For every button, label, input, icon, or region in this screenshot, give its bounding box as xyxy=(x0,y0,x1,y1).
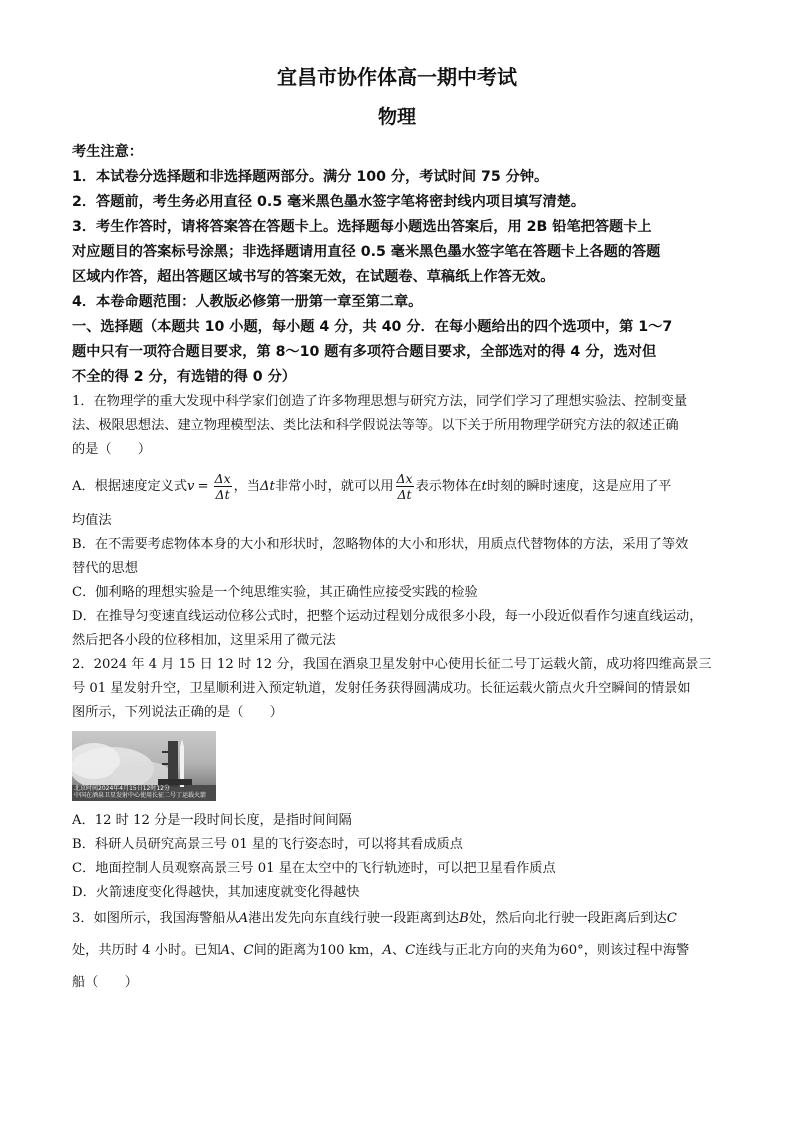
option-b: B．科研人员研究高景三号 01 星的飞行姿态时，可以将其看成质点 xyxy=(72,837,463,852)
option-text: 非常小时，就可以用 xyxy=(274,478,394,494)
question-stem-line: 船（ ） xyxy=(72,975,138,990)
option-a xyxy=(72,472,722,501)
notice-item: 1．本试卷分选择题和非选择题两部分。满分 100 分，考试时间 75 分钟。 xyxy=(72,169,549,185)
math-var: v xyxy=(187,478,195,494)
option-d-cont: 然后把各小段的位移相加，这里采用了微元法 xyxy=(72,633,336,648)
option-a: A．12 时 12 分是一段时间长度，是指时间间隔 xyxy=(72,813,352,828)
section-line: 题中只有一项符合题目要求，第 8～10 题有多项符合题目要求，全部选对的得 4 分，选对但 xyxy=(72,344,657,360)
notice-block xyxy=(72,140,722,315)
question-stem-line: 号 01 星发射升空，卫星顺利进入预定轨道，发射任务获得圆满成功。长征运载火箭点火升空瞬间的情景如 xyxy=(72,681,691,696)
math-value: 100 km xyxy=(319,943,370,958)
option-text: A．根据速度定义式 xyxy=(72,478,188,494)
exam-page xyxy=(72,64,722,995)
math-eq: = xyxy=(197,478,209,494)
notice-item: 对应题目的答案标号涂黑；非选择题请用直径 0.5 毫米黑色墨水签字笔在答题卡上各题的答题 xyxy=(72,244,661,260)
option-text: ，当 xyxy=(233,478,260,494)
section-line: 一、选择题（本题共 10 小题，每小题 4 分，共 40 分．在每小题给出的四个选项中，第 1～7 xyxy=(72,319,673,335)
photo-caption-line: 中国在酒泉卫星发射中心使用长征二号丁运载火箭 xyxy=(74,792,207,799)
rocket-launch-photo xyxy=(72,731,216,801)
section-line: 不全的得 2 分，有选错的得 0 分） xyxy=(72,369,296,385)
question-stem-line: 2．2024 年 4 月 15 日 12 时 12 分，我国在酒泉卫星发射中心使用长征二号丁运载火箭，成功将四维高景三 xyxy=(72,657,712,672)
option-text: 时刻的瞬时速度，这是应用了平 xyxy=(486,478,672,494)
option-c: C．伽利略的理想实验是一个纯思维实验，其正确性应接受实践的检验 xyxy=(72,585,478,600)
question-stem-line: 的是（ ） xyxy=(72,442,152,457)
math-var: t xyxy=(481,478,487,494)
fraction-denominator: Δt xyxy=(215,487,230,502)
photo-caption-line: 北京时间2024年4月15日12时12分 xyxy=(74,785,170,792)
fraction-numerator: Δx xyxy=(396,471,413,486)
question-stem-line: 1．在物理学的重大发现中科学家们创造了许多物理思想与研究方法，同学们学习了理想实验法、控制变量 xyxy=(72,394,688,409)
notice-item: 2．答题前，考生务必用直径 0.5 毫米黑色墨水签字笔将密封线内项目填写清楚。 xyxy=(72,194,586,210)
exam-subject: 物理 xyxy=(377,106,416,128)
fraction xyxy=(214,472,232,501)
option-b: B．在不需要考虑物体本身的大小和形状时，忽略物体的大小和形状，用质点代替物体的方法，采用了等效 xyxy=(72,537,689,552)
math-value: 60° xyxy=(560,943,584,958)
option-text: 表示物体在 xyxy=(415,478,482,494)
notice-heading: 考生注意： xyxy=(72,144,143,160)
option-a-cont: 均值法 xyxy=(72,513,112,528)
stem-text: 、 xyxy=(230,943,244,958)
option-c: C．地面控制人员观察高景三号 01 星在太空中的飞行轨迹时，可以把卫星看作质点 xyxy=(72,861,556,876)
math-var: Δt xyxy=(260,478,275,494)
photo-caption xyxy=(74,785,206,799)
question-stem-line: 图所示，下列说法正确的是（ ） xyxy=(72,705,283,720)
math-var: A xyxy=(220,943,231,958)
fraction xyxy=(396,472,414,501)
math-var: C xyxy=(405,943,416,958)
stem-text: 处，共历时 4 小时。已知 xyxy=(72,943,221,958)
stem-text: 港出发先向东直线行驶一段距离到达 xyxy=(248,911,460,926)
question-stem-line xyxy=(72,939,722,963)
question-3 xyxy=(72,907,722,995)
math-var: C xyxy=(666,911,677,926)
notice-item: 区域内作答，超出答题区域书写的答案无效，在试题卷、草稿纸上作答无效。 xyxy=(72,269,555,285)
notice-item: 3．考生作答时，请将答案答在答题卡上。选择题每小题选出答案后，用 2B 铅笔把答题卡上 xyxy=(72,219,652,235)
option-b-cont: 替代的思想 xyxy=(72,561,138,576)
option-d: D．在推导匀变速直线运动位移公式时，把整个运动过程划分成很多小段，每一小段近似看作匀速直线运动， xyxy=(72,609,703,624)
fraction-numerator: Δx xyxy=(214,471,231,486)
stem-text: 3．如图所示，我国海警船从 xyxy=(72,911,239,926)
section-choice-header xyxy=(72,315,722,390)
stem-text: ， xyxy=(369,943,383,958)
question-stem-line xyxy=(72,907,722,931)
math-var: A xyxy=(238,911,249,926)
stem-text: 处，然后向北行驶一段距离后到达 xyxy=(468,911,667,926)
stem-text: 连线与正北方向的夹角为 xyxy=(415,943,561,958)
option-d: D．火箭速度变化得越快，其加速度就变化得越快 xyxy=(72,885,360,900)
question-1 xyxy=(72,390,722,653)
exam-title: 宜昌市协作体高一期中考试 xyxy=(277,65,517,89)
stem-text: 间的距离为 xyxy=(253,943,320,958)
math-var: A xyxy=(382,943,392,958)
math-var: C xyxy=(243,943,254,958)
question-stem-line: 法、极限思想法、建立物理模型法、类比法和科学假说法等等。以下关于所用物理学研究方法的叙述正确 xyxy=(72,418,679,433)
stem-text: 、 xyxy=(391,943,406,958)
stem-text: ，则该过程中海警 xyxy=(583,943,690,958)
question-2 xyxy=(72,653,722,905)
math-var: B xyxy=(459,911,469,926)
notice-item: 4．本卷命题范围：人教版必修第一册第一章至第二章。 xyxy=(72,294,423,310)
fraction-denominator: Δt xyxy=(397,487,412,502)
